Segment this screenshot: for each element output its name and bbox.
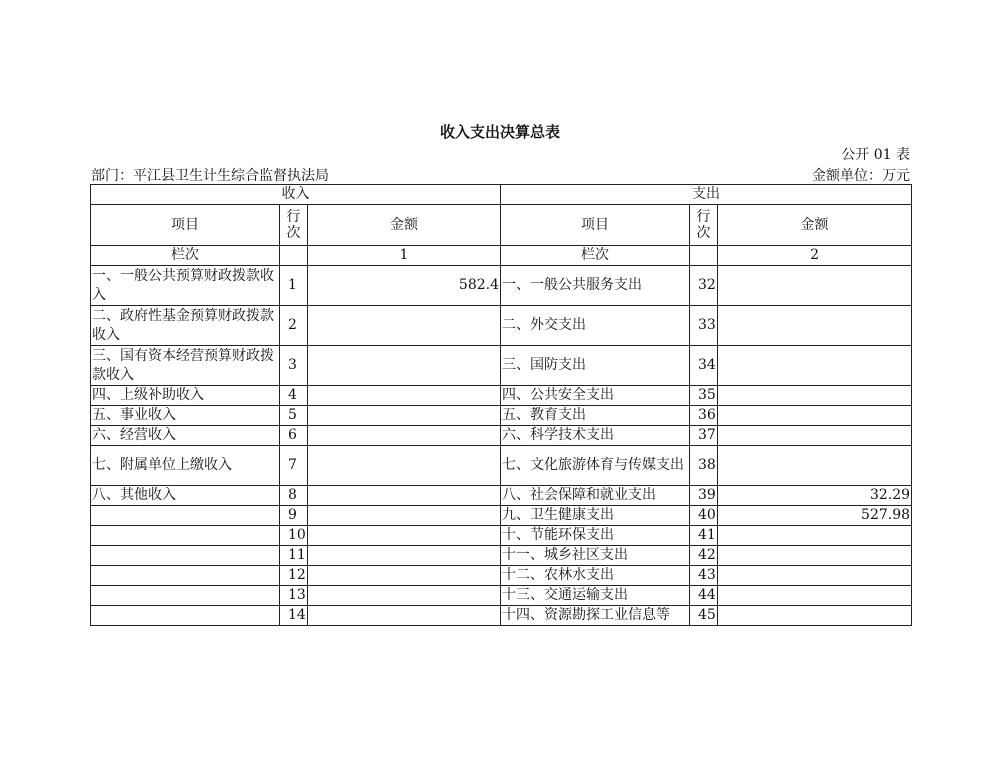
expense-row-no: 42 xyxy=(690,546,718,566)
income-amount xyxy=(308,506,501,526)
expense-row-no: 32 xyxy=(690,266,718,306)
section-header-row xyxy=(91,185,912,205)
income-row-no: 3 xyxy=(280,346,308,386)
income-row-no: 12 xyxy=(280,566,308,586)
income-amount-header: 金额 xyxy=(308,205,501,246)
expense-row-no: 41 xyxy=(690,526,718,546)
income-row-no: 9 xyxy=(280,506,308,526)
column-number-row xyxy=(91,246,912,266)
income-row-no: 10 xyxy=(280,526,308,546)
expense-row-no: 37 xyxy=(690,426,718,446)
table-row xyxy=(91,566,912,586)
income-item xyxy=(91,526,280,546)
expense-item: 一、一般公共服务支出 xyxy=(501,266,690,306)
income-item: 一、一般公共预算财政拨款收入 xyxy=(91,266,280,306)
income-amount xyxy=(308,606,501,626)
expense-amount-header: 金额 xyxy=(718,205,912,246)
expense-item: 十二、农林水支出 xyxy=(501,566,690,586)
column-header-row xyxy=(91,205,912,246)
income-item: 七、附属单位上缴收入 xyxy=(91,446,280,486)
table-row xyxy=(91,606,912,626)
income-amount xyxy=(308,546,501,566)
expense-amount xyxy=(718,446,912,486)
expense-item: 十三、交通运输支出 xyxy=(501,586,690,606)
income-row-no: 6 xyxy=(280,426,308,446)
income-item: 三、国有资本经营预算财政拨款收入 xyxy=(91,346,280,386)
income-row-no: 7 xyxy=(280,446,308,486)
table-row xyxy=(91,486,912,506)
income-row-no: 11 xyxy=(280,546,308,566)
income-item: 五、事业收入 xyxy=(91,406,280,426)
expense-amount xyxy=(718,306,912,346)
income-row-no-blank xyxy=(280,246,308,266)
table-row xyxy=(91,386,912,406)
expense-amount xyxy=(718,426,912,446)
income-item xyxy=(91,506,280,526)
form-number: 公开 01 表 xyxy=(841,147,910,163)
table-row xyxy=(91,586,912,606)
expense-amount xyxy=(718,566,912,586)
expense-amount xyxy=(718,526,912,546)
expense-row-no: 39 xyxy=(690,486,718,506)
expense-item: 九、卫生健康支出 xyxy=(501,506,690,526)
expense-item: 四、公共安全支出 xyxy=(501,386,690,406)
income-amount xyxy=(308,406,501,426)
income-amount xyxy=(308,446,501,486)
income-row-no: 1 xyxy=(280,266,308,306)
income-column-number: 1 xyxy=(308,246,501,266)
income-item xyxy=(91,546,280,566)
expense-row-no: 34 xyxy=(690,346,718,386)
expense-item: 五、教育支出 xyxy=(501,406,690,426)
expense-row-no: 38 xyxy=(690,446,718,486)
income-row-no: 13 xyxy=(280,586,308,606)
expense-item: 十、节能环保支出 xyxy=(501,526,690,546)
table-row xyxy=(91,526,912,546)
expense-row-no: 33 xyxy=(690,306,718,346)
income-row-label: 栏次 xyxy=(91,246,280,266)
expense-row-no-header: 行次 xyxy=(690,205,718,246)
expense-item: 十一、城乡社区支出 xyxy=(501,546,690,566)
page-title: 收入支出决算总表 xyxy=(439,123,560,141)
expense-amount xyxy=(718,386,912,406)
income-item-header: 项目 xyxy=(91,205,280,246)
income-amount xyxy=(308,586,501,606)
income-item: 二、政府性基金预算财政拨款收入 xyxy=(91,306,280,346)
expense-item-header: 项目 xyxy=(501,205,690,246)
income-amount xyxy=(308,426,501,446)
table-row xyxy=(91,546,912,566)
expense-item: 七、文化旅游体育与传媒支出 xyxy=(501,446,690,486)
income-item: 六、经营收入 xyxy=(91,426,280,446)
expense-item: 十四、资源勘探工业信息等 xyxy=(501,606,690,626)
table-row xyxy=(91,346,912,386)
income-amount xyxy=(308,386,501,406)
expense-row-no: 35 xyxy=(690,386,718,406)
expense-amount: 32.29 xyxy=(718,486,912,506)
table-row xyxy=(91,406,912,426)
expense-item: 六、科学技术支出 xyxy=(501,426,690,446)
income-amount xyxy=(308,526,501,546)
income-amount: 582.4 xyxy=(308,266,501,306)
income-amount xyxy=(308,346,501,386)
expense-amount xyxy=(718,406,912,426)
expense-amount: 527.98 xyxy=(718,506,912,526)
income-row-no: 14 xyxy=(280,606,308,626)
expense-section-header: 支出 xyxy=(501,185,912,205)
expense-item: 三、国防支出 xyxy=(501,346,690,386)
income-item: 八、其他收入 xyxy=(91,486,280,506)
table-row xyxy=(91,266,912,306)
amount-unit-label: 金额单位：万元 xyxy=(812,168,910,184)
income-row-no: 8 xyxy=(280,486,308,506)
income-item xyxy=(91,566,280,586)
department-label: 部门：平江县卫生计生综合监督执法局 xyxy=(91,168,329,184)
table-row xyxy=(91,506,912,526)
expense-amount xyxy=(718,586,912,606)
income-amount xyxy=(308,306,501,346)
expense-amount xyxy=(718,346,912,386)
expense-amount xyxy=(718,606,912,626)
expense-row-label: 栏次 xyxy=(501,246,690,266)
income-row-no: 2 xyxy=(280,306,308,346)
expense-amount xyxy=(718,546,912,566)
expense-column-number: 2 xyxy=(718,246,912,266)
income-row-no: 5 xyxy=(280,406,308,426)
income-section-header: 收入 xyxy=(91,185,501,205)
income-item: 四、上级补助收入 xyxy=(91,386,280,406)
income-row-no-header: 行次 xyxy=(280,205,308,246)
expense-amount xyxy=(718,266,912,306)
expense-item: 八、社会保障和就业支出 xyxy=(501,486,690,506)
expense-row-no: 36 xyxy=(690,406,718,426)
expense-row-no-blank xyxy=(690,246,718,266)
expense-row-no: 40 xyxy=(690,506,718,526)
table-row xyxy=(91,446,912,486)
income-expense-table xyxy=(90,184,912,626)
table-row xyxy=(91,306,912,346)
expense-item: 二、外交支出 xyxy=(501,306,690,346)
expense-row-no: 45 xyxy=(690,606,718,626)
income-item xyxy=(91,606,280,626)
income-row-no: 4 xyxy=(280,386,308,406)
income-amount xyxy=(308,486,501,506)
income-amount xyxy=(308,566,501,586)
expense-row-no: 44 xyxy=(690,586,718,606)
expense-row-no: 43 xyxy=(690,566,718,586)
income-item xyxy=(91,586,280,606)
table-row xyxy=(91,426,912,446)
